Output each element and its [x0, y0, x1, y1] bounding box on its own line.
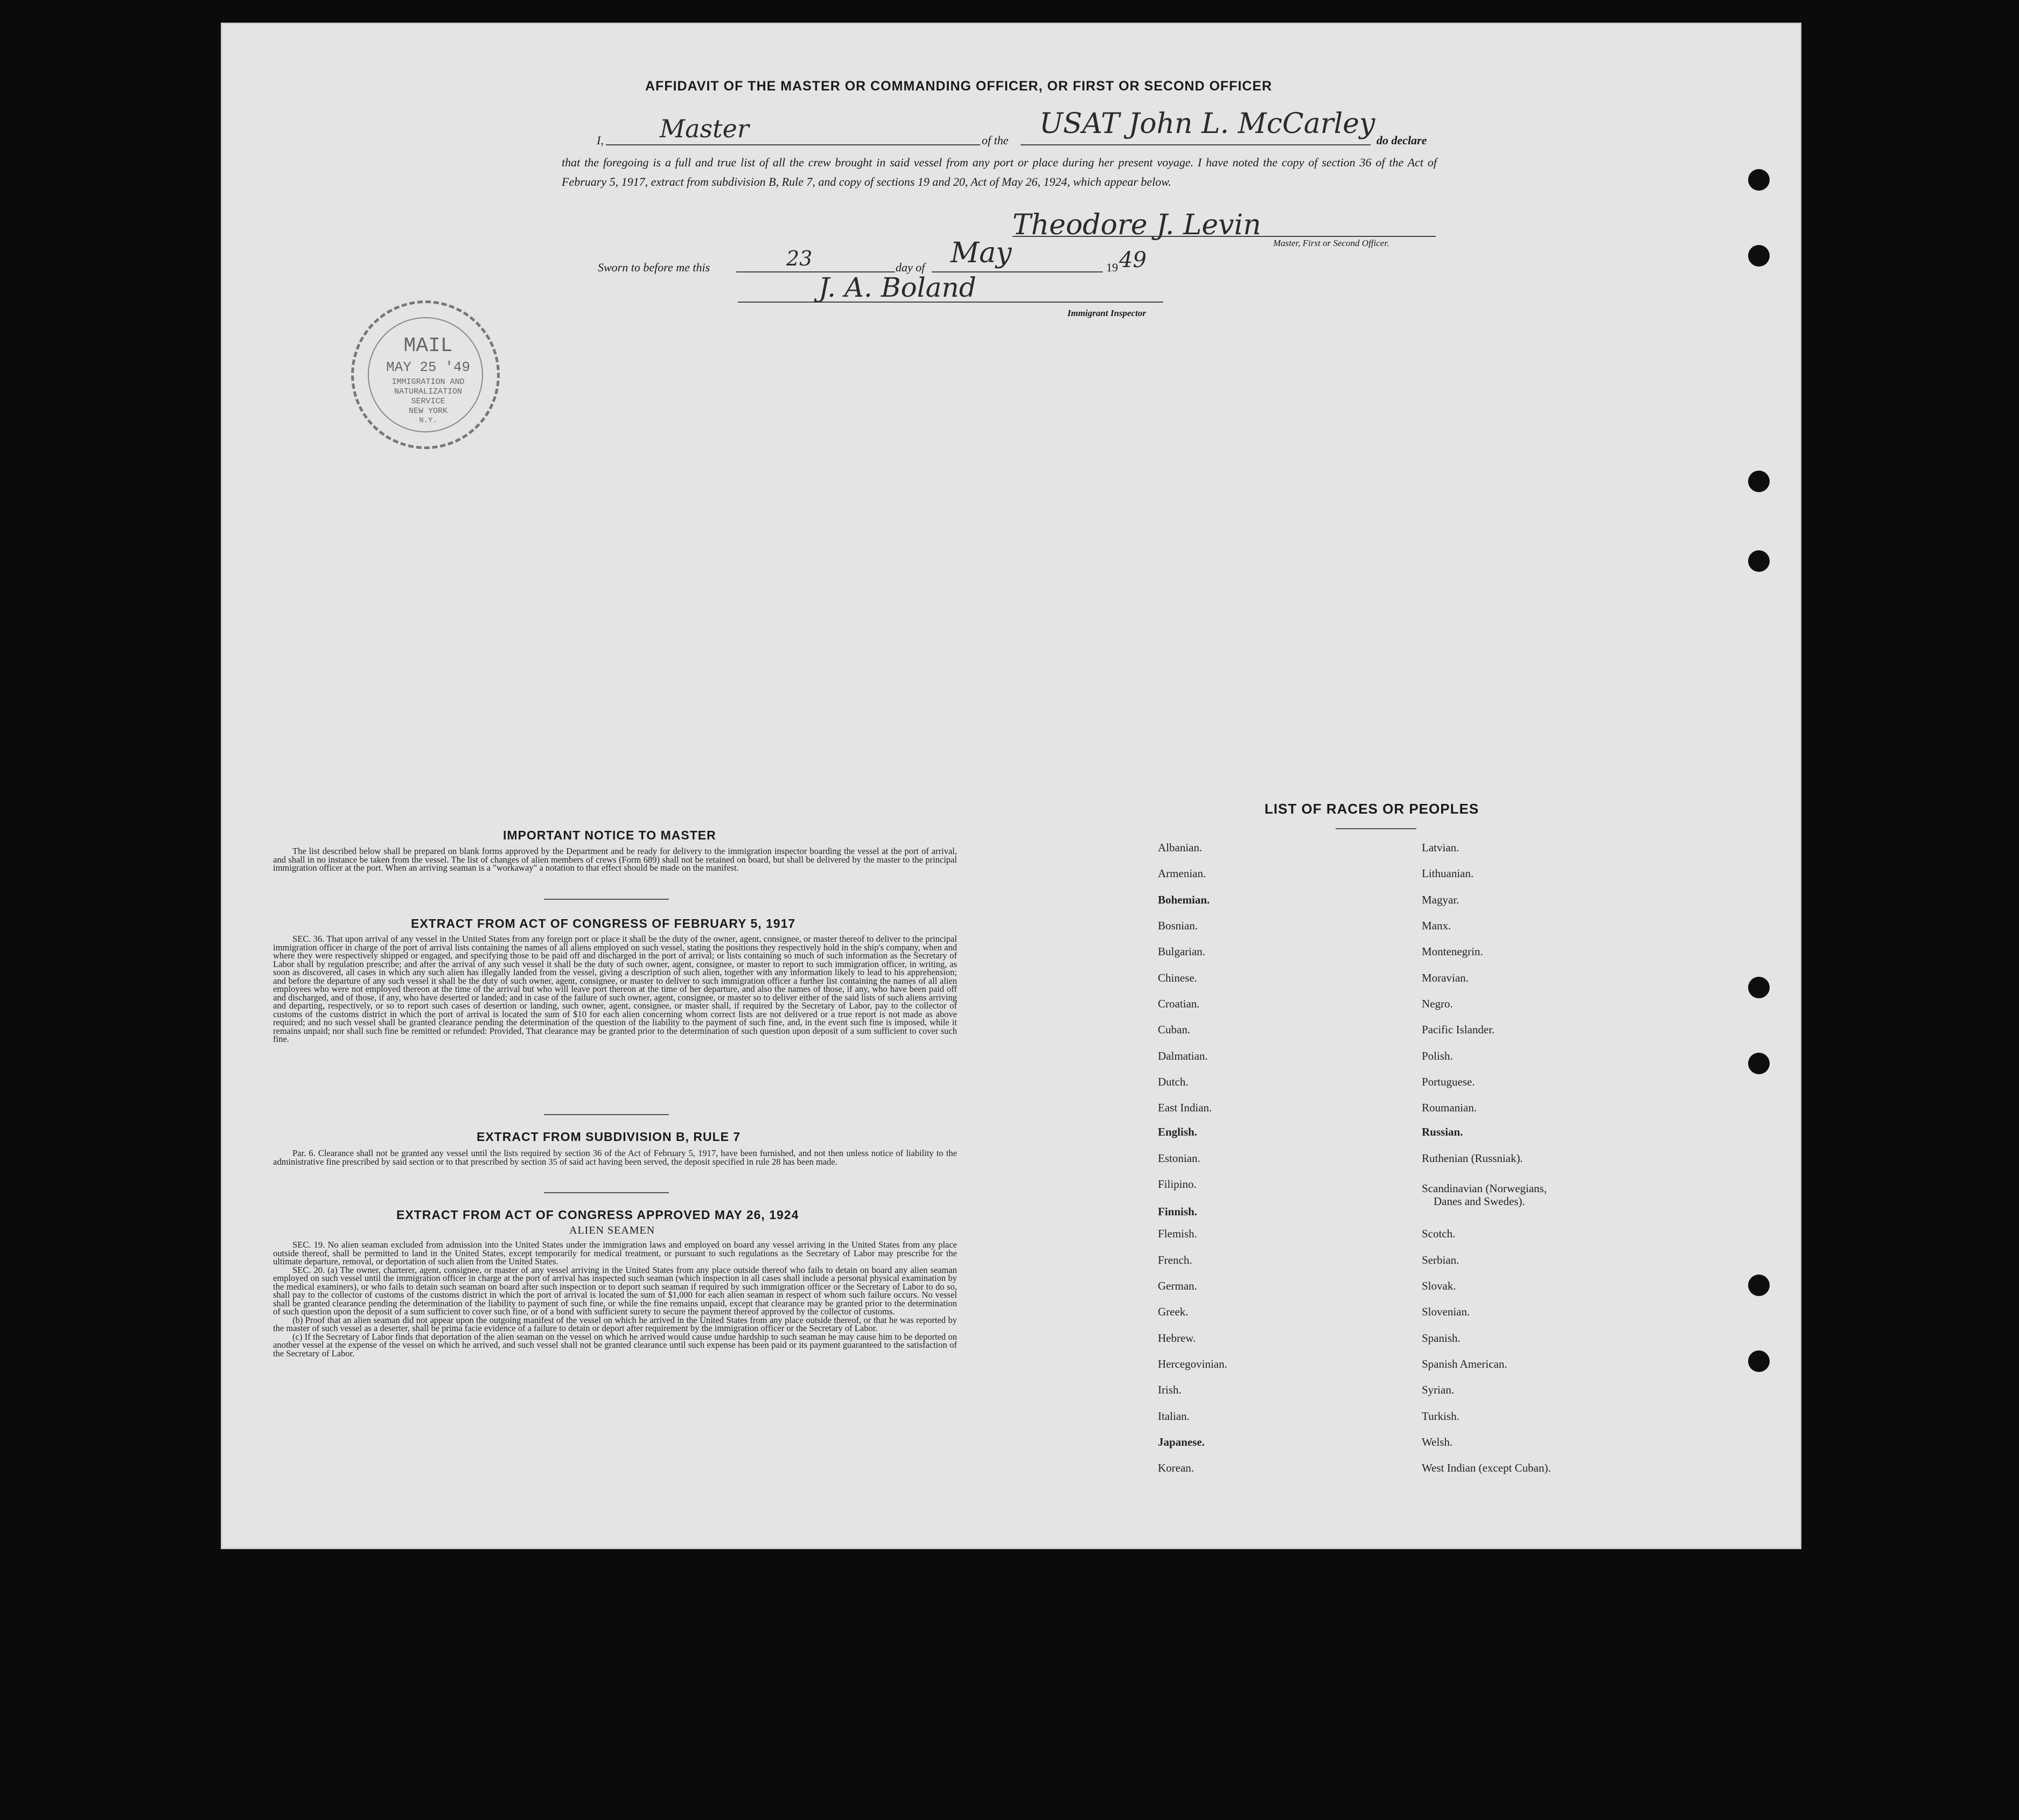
race-entry: Hercegovinian.	[1158, 1357, 1227, 1370]
stamp-mail-word: MAIL	[403, 334, 453, 358]
extract-1924-text: SEC. 19. No alien seaman excluded from admission into the United States under the immigration laws and employed on board any vessel arriving in the United States from any place outside thereof, shall be permitted to land in the United States, except temporarily for medical treatment, or pursuant to such regulations as the Secretary of Labor may prescribe for the ultimate departure, removal, or deportation of such alien from the United States. SEC. 20. (a) The owner, charterer, agent, consignee, or master of any vessel arriving in the United States from any place outside thereof who fails to detain on board any alien seaman employed on such vessel until the immigration officer in charge at the port of arrival has inspected such seaman (which inspection in all cases shall include a personal physical examination by the medical examiners), or who fails to detain such seaman on board after such inspection or to deport such seaman if required by such immigration officer or the Secretary of Labor to do so, shall pay to the collector of customs of the customs district in which the port of arrival is located the sum of $1,000 for each alien seaman in respect of whom such failure occurs. No vessel shall be granted clearance pending the determination of the liability to payment of such fine, or while the fine remains unpaid, except that clearance may be granted prior to the determination of such question upon the deposit of a sum sufficient to cover such fine, or of a bond with sufficient surety to secure the payment thereof approved by the collector of customs. (b) Proof that an alien seaman did not appear upon the outgoing manifest of the vessel on which he arrived in the United States from any place outside thereof, or that he was reported by the master of such vessel as a deserter, shall be prima facie evidence of a failure to detain or deport after requirement by the immigration officer or the Secretary of Labor. (c) If the Secretary of Labor finds that deportation of the alien seaman on the vessel on which he arrived would cause undue hardship to such seaman he may cause him to be deported on another vessel at the expense of the vessel on which he arrived, and such vessel shall not be granted clearance until such expense has been paid or its payment guaranteed to the satisfaction of the Secretary of Labor.	[273, 1240, 957, 1359]
race-entry: Spanish American.	[1422, 1357, 1507, 1370]
race-entry: Slovenian.	[1422, 1305, 1470, 1318]
race-entry-continuation: Danes and Swedes).	[1434, 1195, 1525, 1208]
punch-hole	[1748, 471, 1770, 492]
day-of-label: day of	[896, 261, 925, 274]
race-entry: Flemish.	[1158, 1227, 1197, 1240]
race-entry: Dutch.	[1158, 1075, 1189, 1088]
race-entry: Syrian.	[1422, 1383, 1455, 1396]
race-entry: Latvian.	[1422, 841, 1459, 854]
stamp-line: NEW YORK	[408, 407, 448, 416]
affidavit-i-label: I,	[597, 134, 604, 147]
race-entry: Filipino.	[1158, 1178, 1197, 1191]
stamp-line: N.Y.	[419, 416, 437, 425]
handwritten-rank: Master	[660, 114, 749, 143]
section-divider	[1336, 828, 1416, 829]
race-entry: Japanese.	[1158, 1436, 1205, 1448]
ins-mail-stamp	[351, 300, 500, 449]
race-entry: Albanian.	[1158, 841, 1203, 854]
stamp-line: SERVICE	[411, 397, 445, 406]
race-entry: Dalmatian.	[1158, 1049, 1208, 1062]
race-entry: German.	[1158, 1279, 1197, 1292]
race-entry: Serbian.	[1422, 1254, 1459, 1266]
punch-hole	[1748, 1053, 1770, 1074]
punch-hole	[1748, 169, 1770, 191]
extract-1917-title: EXTRACT FROM ACT OF CONGRESS OF FEBRUARY 5, 1917	[411, 916, 796, 930]
race-entry: Croatian.	[1158, 997, 1200, 1010]
section-divider	[544, 1114, 669, 1115]
punch-hole	[1748, 977, 1770, 998]
notice-text: The list described below shall be prepared on blank forms approved by the Department and be ready for delivery to the immigration inspector boarding the vessel at the port of arrival, and shall in no instance be taken from the vessel. The list of changes of alien members of crews (Form 689) shall not be retained on board, but shall be delivered by the master to the principal immigration officer at the port. When an arriving seaman is a "workaway" a notation to that effect should be made on the manifest.	[273, 846, 957, 873]
race-entry: Polish.	[1422, 1049, 1453, 1062]
race-entry: West Indian (except Cuban).	[1422, 1461, 1551, 1474]
race-entry: English.	[1158, 1125, 1197, 1138]
handwritten-vessel: USAT John L. McCarley	[1039, 108, 1375, 140]
race-entry: French.	[1158, 1254, 1192, 1266]
race-entry: Russian.	[1422, 1125, 1463, 1138]
extract-1924-title: EXTRACT FROM ACT OF CONGRESS APPROVED MAY 26, 1924	[396, 1208, 799, 1222]
race-entry: Roumanian.	[1422, 1101, 1477, 1114]
race-entry: Irish.	[1158, 1383, 1182, 1396]
punch-hole	[1748, 245, 1770, 267]
extract-1917-text: SEC. 36. That upon arrival of any vessel in the United States from any foreign port or place it shall be the duty of the owner, agent, consignee, or master thereof to deliver to the principal immigration officer in charge of the port of arrival lists containing the names of all aliens employed on such vessel, stating the positions they respectively hold in the ship's company, when and where they were respectively shipped or engaged, and specifying those to be paid off and discharged in the port of arrival; or lists containing so much of such information as the Secretary of Labor shall by regulation prescribe; and after the arrival of any such vessel it shall be the duty of such owner, agent, consignee, or master to report to such immigration officer, in writing, as soon as discovered, all cases in which any such alien has illegally landed from the vessel, giving a description of such alien, together with any information likely to lead to his apprehension; and before the departure of any such vessel it shall be the duty of such owner, agent, consignee, or master to deliver to such immigration officer a further list containing the names of all alien employees who were not employed thereon at the time of the arrival but who will leave port thereon at the time of her departure, and also the names of those, if any, who have been paid off and discharged, and of those, if any, who have deserted or landed; and in case of the failure of such owner, agent, consignee, or master so to deliver either of the said lists of such aliens arriving and departing, respectively, or so to report such cases of desertion or landing, such owner, agent, consignee, or master shall, if required by the Secretary of Labor, pay to the collector of customs of the customs district in which the port of arrival is located the sum of $10 for each alien concerning whom correct lists are not delivered or a true report is not made as above required; and no such vessel shall be granted clearance pending the determination of the question of the liability to the payment of such fine, and, in the event such fine is imposed, while it remains unpaid; nor shall such fine be remitted or refunded: Provided, That clearance may be granted prior to the determination of such question upon deposit of a sum sufficient to cover such fine.	[273, 934, 957, 1044]
handwritten-year: 49	[1119, 248, 1147, 272]
race-entry: Portuguese.	[1422, 1075, 1475, 1088]
punch-hole	[1748, 1350, 1770, 1372]
race-entry: Hebrew.	[1158, 1332, 1196, 1345]
race-entry: Ruthenian (Russniak).	[1422, 1152, 1523, 1165]
extract-rule7-text: Par. 6. Clearance shall not be granted any vessel until the lists required by section 36 of the Act of February 5, 1917, have been furnished, and not then unless notice of liability to the administrative fine prescribed by said section or to that prescribed by section 35 of said act having been served, the deposit specified in rule 28 has been made.	[273, 1148, 957, 1167]
year-prefix: 19	[1106, 261, 1118, 274]
stamp-line: NATURALIZATION	[394, 387, 463, 396]
officer-caption: Master, First or Second Officer.	[1273, 238, 1389, 248]
race-entry: Manx.	[1422, 919, 1451, 932]
alien-seamen-subtitle: ALIEN SEAMEN	[569, 1224, 655, 1236]
section-divider	[544, 899, 669, 900]
race-entry: Montenegrin.	[1422, 945, 1483, 958]
affidavit-of-the-label: of the	[982, 134, 1009, 147]
stamp-line: IMMIGRATION AND	[392, 377, 465, 387]
race-entry: Slovak.	[1422, 1279, 1456, 1292]
race-entry: East Indian.	[1158, 1101, 1212, 1114]
punch-hole	[1748, 550, 1770, 572]
race-entry: Pacific Islander.	[1422, 1023, 1495, 1036]
race-entry: Bosnian.	[1158, 919, 1198, 932]
inspector-caption: Immigrant Inspector	[1067, 308, 1146, 318]
race-entry: Korean.	[1158, 1461, 1194, 1474]
rank-blank	[606, 144, 980, 145]
race-entry: Finnish.	[1158, 1205, 1197, 1218]
race-entry: Lithuanian.	[1422, 867, 1474, 880]
race-entry: Bohemian.	[1158, 893, 1210, 906]
extract-rule7-title: EXTRACT FROM SUBDIVISION B, RULE 7	[477, 1130, 741, 1144]
race-entry: Magyar.	[1422, 893, 1459, 906]
handwritten-month: May	[951, 237, 1012, 269]
do-declare-label: do declare	[1377, 134, 1427, 147]
race-entry: Bulgarian.	[1158, 945, 1206, 958]
affidavit-body: that the foregoing is a full and true list of all the crew brought in said vessel from any port or place during her present voyage. I have noted the copy of section 36 of the Act of February 5, 1917, extract from subdivision B, Rule 7, and copy of sections 19 and 20, Act of May 26, 1924, which appear below.	[562, 156, 1437, 188]
affidavit-title: AFFIDAVIT OF THE MASTER OR COMMANDING OFFICER, OR FIRST OR SECOND OFFICER	[645, 79, 1273, 94]
race-entry: Estonian.	[1158, 1152, 1200, 1165]
race-entry: Scandinavian (Norwegians,	[1422, 1182, 1547, 1195]
vessel-blank	[1021, 144, 1371, 145]
race-entry: Cuban.	[1158, 1023, 1191, 1036]
race-entry: Turkish.	[1422, 1410, 1459, 1423]
notice-title: IMPORTANT NOTICE TO MASTER	[503, 828, 716, 842]
races-title: LIST OF RACES OR PEOPLES	[1265, 801, 1479, 817]
race-entry: Chinese.	[1158, 971, 1197, 984]
race-entry: Armenian.	[1158, 867, 1206, 880]
handwritten-inspector-signature: J. A. Boland	[819, 272, 976, 303]
signature-line	[1012, 236, 1436, 237]
race-entry: Scotch.	[1422, 1227, 1456, 1240]
sworn-label: Sworn to before me this	[598, 261, 710, 274]
stamp-date: MAY 25 '49	[386, 359, 471, 375]
section-divider	[544, 1192, 669, 1193]
race-entry: Italian.	[1158, 1410, 1190, 1423]
punch-hole	[1748, 1275, 1770, 1296]
race-entry: Negro.	[1422, 997, 1453, 1010]
race-entry: Greek.	[1158, 1305, 1189, 1318]
handwritten-officer-signature: Theodore J. Levin	[1012, 209, 1261, 241]
handwritten-day: 23	[786, 247, 813, 270]
race-entry: Welsh.	[1422, 1436, 1453, 1448]
race-entry: Moravian.	[1422, 971, 1469, 984]
race-entry: Spanish.	[1422, 1332, 1461, 1345]
